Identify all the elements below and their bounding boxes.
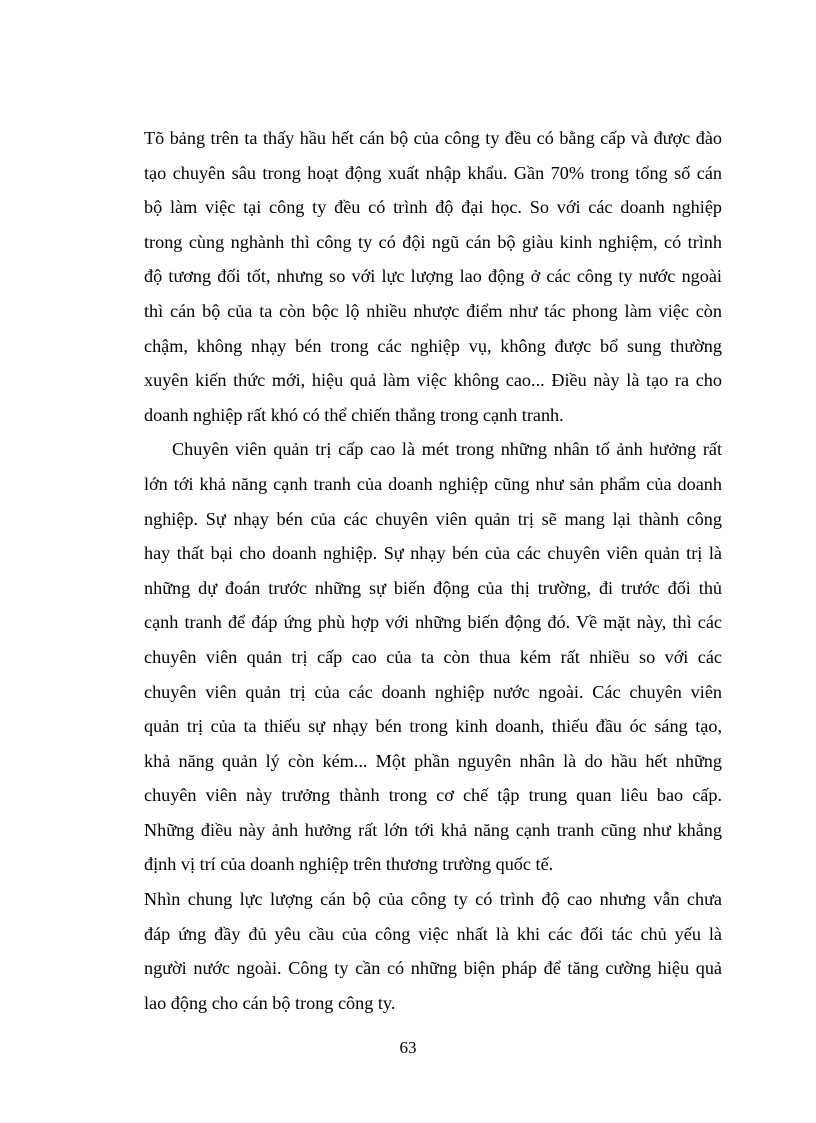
text-line: chuyên viên này trưởng thành trong cơ chế tập trung quan liêu bao cấp. xyxy=(144,785,722,806)
text-line: nghiệp. Sự nhạy bén của các chuyên viên quản trị sẽ mang lại thành công xyxy=(144,508,722,529)
text-line: doanh nghiệp rất khó có thể chiến thắng trong cạnh tranh. xyxy=(144,404,564,425)
text-line: độ tương đối tốt, nhưng so với lực lượng lao động ở các công ty nước ngoài xyxy=(144,266,722,287)
text-line: thì cán bộ của ta còn bộc lộ nhiều nhược điểm như tác phong làm việc còn xyxy=(144,300,722,321)
text-line: khả năng quản lý còn kém... Một phần nguyên nhân là do hầu hết những xyxy=(144,750,722,771)
text-line: những dự đoán trước những sự biến động của thị trường, đi trước đối thủ xyxy=(144,577,722,598)
document-body xyxy=(144,121,722,1020)
text-line: cạnh tranh để đáp ứng phù hợp với những biến động đó. Về mặt này, thì các xyxy=(144,612,722,633)
text-line: chuyên viên quản trị cấp cao của ta còn thua kém rất nhiều so với các xyxy=(144,646,722,667)
paragraph-3 xyxy=(144,882,722,1020)
text-line: trong cùng nghành thì công ty có đội ngũ cán bộ giàu kinh nghiệm, có trình xyxy=(144,231,722,252)
text-line: Những điều này ảnh hưởng rất lớn tới khả năng cạnh tranh cũng như khẳng xyxy=(144,819,722,840)
text-line: tạo chuyên sâu trong hoạt động xuất nhập khẩu. Gần 70% trong tổng số cán xyxy=(144,162,722,183)
text-line: lớn tới khả năng cạnh tranh của doanh nghiệp cũng như sản phẩm của doanh xyxy=(144,473,722,494)
text-line: định vị trí của doanh nghiệp trên thương trường quốc tế. xyxy=(144,854,554,875)
text-line: chuyên viên quản trị của các doanh nghiệp nước ngoài. Các chuyên viên xyxy=(144,681,722,702)
paragraph-1 xyxy=(144,121,722,432)
text-line: bộ làm việc tại công ty đều có trình độ đại học. So với các doanh nghiệp xyxy=(144,197,722,218)
text-line: người nước ngoài. Công ty cần có những biện pháp để tăng cường hiệu quả xyxy=(144,958,722,979)
text-line: đáp ứng đầy đủ yêu cầu của công việc nhất là khi các đối tác chủ yếu là xyxy=(144,923,722,944)
text-line: hay thất bại cho doanh nghiệp. Sự nhạy bén của các chuyên viên quản trị là xyxy=(144,543,722,564)
text-line: xuyên kiến thức mới, hiệu quả làm việc không cao... Điều này là tạo ra cho xyxy=(144,370,722,391)
text-line: quản trị của ta thiếu sự nhạy bén trong kinh doanh, thiếu đầu óc sáng tạo, xyxy=(144,716,722,737)
text-line: lao động cho cán bộ trong công ty. xyxy=(144,992,396,1013)
text-line: Nhìn chung lực lượng cán bộ của công ty có trình độ cao nhưng vẫn chưa xyxy=(144,889,722,910)
text-line: Chuyên viên quản trị cấp cao là mét trong những nhân tố ảnh hưởng rất xyxy=(172,439,722,460)
text-line: chậm, không nhạy bén trong các nghiệp vụ, không được bổ sung thường xyxy=(144,335,722,356)
paragraph-2 xyxy=(144,432,722,882)
page-number: 63 xyxy=(399,1038,417,1057)
text-line: Tõ bảng trên ta thấy hầu hết cán bộ của công ty đều có bằng cấp và được đào xyxy=(144,128,722,148)
